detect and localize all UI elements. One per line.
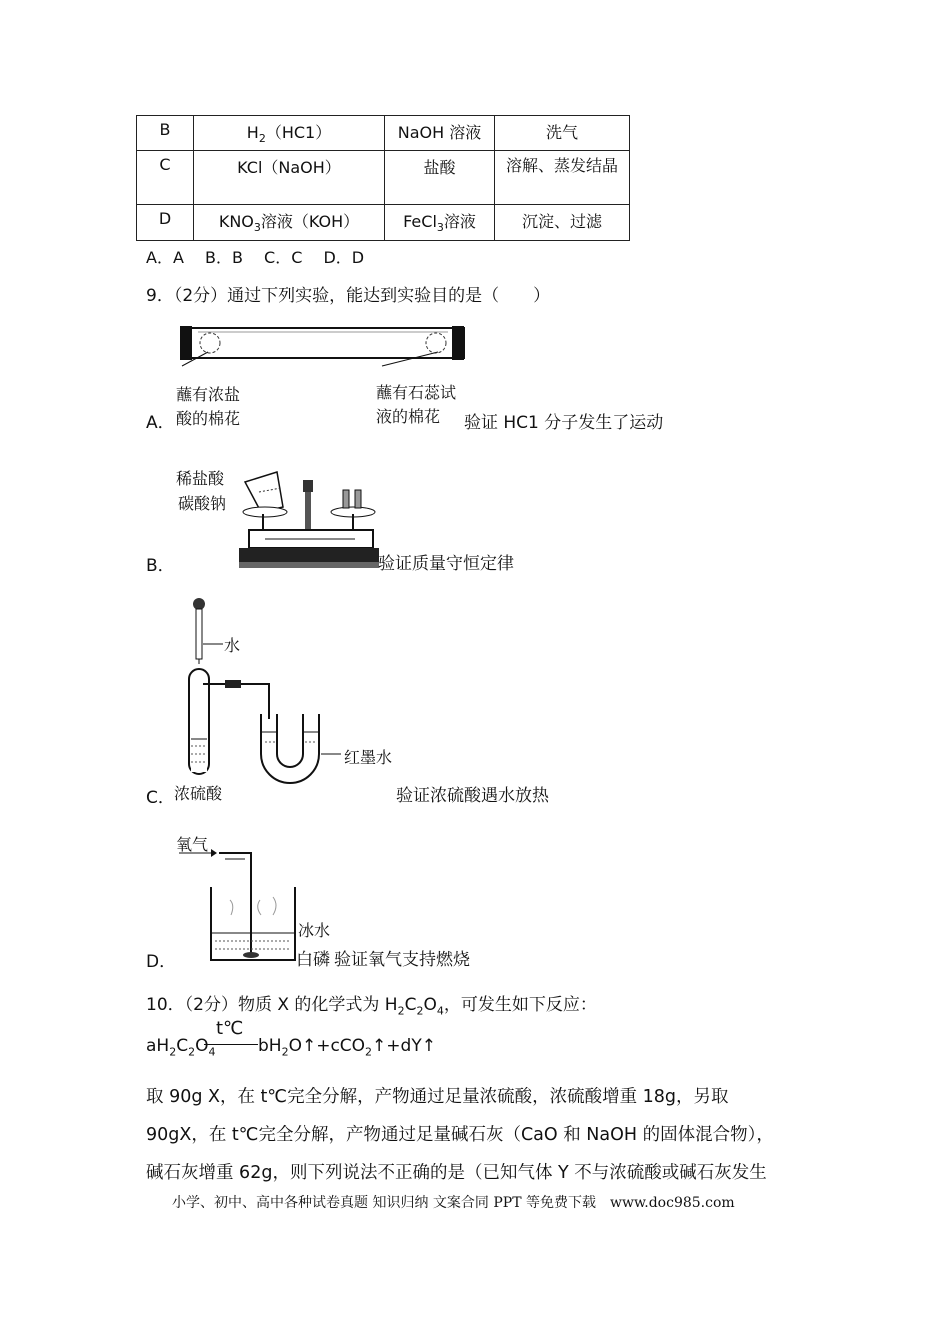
table-row (137, 205, 630, 241)
reaction-arrow (204, 1044, 258, 1045)
option-a-text: 验证 HC1 分子发生了运动 (464, 413, 664, 433)
label-conc-sulfuric-acid: 浓硫酸 (174, 784, 223, 803)
option-c-letter[interactable]: C． (146, 788, 175, 808)
q10-line-1: 取 90g X，在 t℃完全分解，产物通过足量浓硫酸，浓硫酸增重 18g，另取 (146, 1087, 729, 1107)
balance-figure (235, 452, 380, 570)
label-water: 水 (224, 636, 241, 655)
option-a-letter[interactable]: A． (146, 413, 175, 433)
option-c-text: 验证浓硫酸遇水放热 (396, 786, 549, 806)
beaker-figure (175, 845, 305, 967)
q10-stem: 10．（2分）物质 X 的化学式为 $H_2C_2O_4$，可发生如下反应： (146, 995, 597, 1018)
q10-line-3: 碱石灰增重 62g，则下列说法不正确的是（已知气体 Y 不与浓硫酸或碱石灰发生 (146, 1163, 767, 1183)
label-left-2: 酸的棉花 (176, 409, 241, 428)
table-cell: C (137, 151, 194, 205)
q9-stem: 9．（2分）通过下列实验，能达到实验目的是（ ） (146, 286, 551, 306)
footer: 小学、初中、高中各种试卷真题 知识归纳 文案合同 PPT 等免费下载 www.doc985.com (172, 1195, 735, 1211)
table-cell: 溶解、蒸发结晶 (495, 151, 630, 205)
label-dilute-hcl: 稀盐酸 (176, 469, 225, 488)
label-left-1: 蘸有浓盐 (176, 385, 241, 404)
table-cell: $KNO_3$溶液（KOH） (194, 205, 385, 241)
label-right-2: 液的棉花 (376, 407, 441, 426)
table-row (137, 116, 630, 151)
table-cell: KCl（NaOH） (194, 151, 385, 205)
table-cell: D (137, 205, 194, 241)
table-cell: 盐酸 (385, 151, 495, 205)
label-right-1: 蘸有石蕊试 (376, 383, 457, 402)
reaction-condition: t℃ (216, 1018, 244, 1039)
label-white-phosphorus: 白磷 (296, 950, 330, 970)
table-cell: B (137, 116, 194, 151)
options-table (136, 115, 630, 241)
option-b-text: 验证质量守恒定律 (378, 554, 514, 574)
label-red-ink: 红墨水 (344, 748, 393, 767)
table-row (137, 151, 630, 205)
option-d-text: 验证氧气支持燃烧 (334, 950, 470, 970)
glass-tube-figure (180, 322, 470, 367)
equation-right: $bH_2O↑+cCO_2↑+dY↑$ (258, 1036, 436, 1059)
table-cell: $H_2(HC1)$ (194, 116, 385, 151)
equation-left: $aH_2C_2O_4$ (146, 1036, 216, 1059)
option-d-letter[interactable]: D． (146, 952, 177, 972)
option-b-letter[interactable]: B． (146, 556, 175, 576)
table-cell: NaOH 溶液 (385, 116, 495, 151)
label-ice-water: 冰水 (298, 921, 331, 940)
table-cell: FeCl$_3$溶液 (385, 205, 495, 241)
q10-line-2: 90gX，在 t℃完全分解，产物通过足量碱石灰（CaO 和 NaOH 的固体混合物）， (146, 1125, 774, 1145)
q8-answer-choices[interactable]: A．A B．B C．C D．D (146, 248, 365, 267)
table-cell: 洗气 (495, 116, 630, 151)
table-cell: 沉淀、过滤 (495, 205, 630, 241)
label-oxygen: 氧气 (176, 835, 209, 854)
label-sodium-carbonate: 碳酸钠 (178, 494, 227, 513)
